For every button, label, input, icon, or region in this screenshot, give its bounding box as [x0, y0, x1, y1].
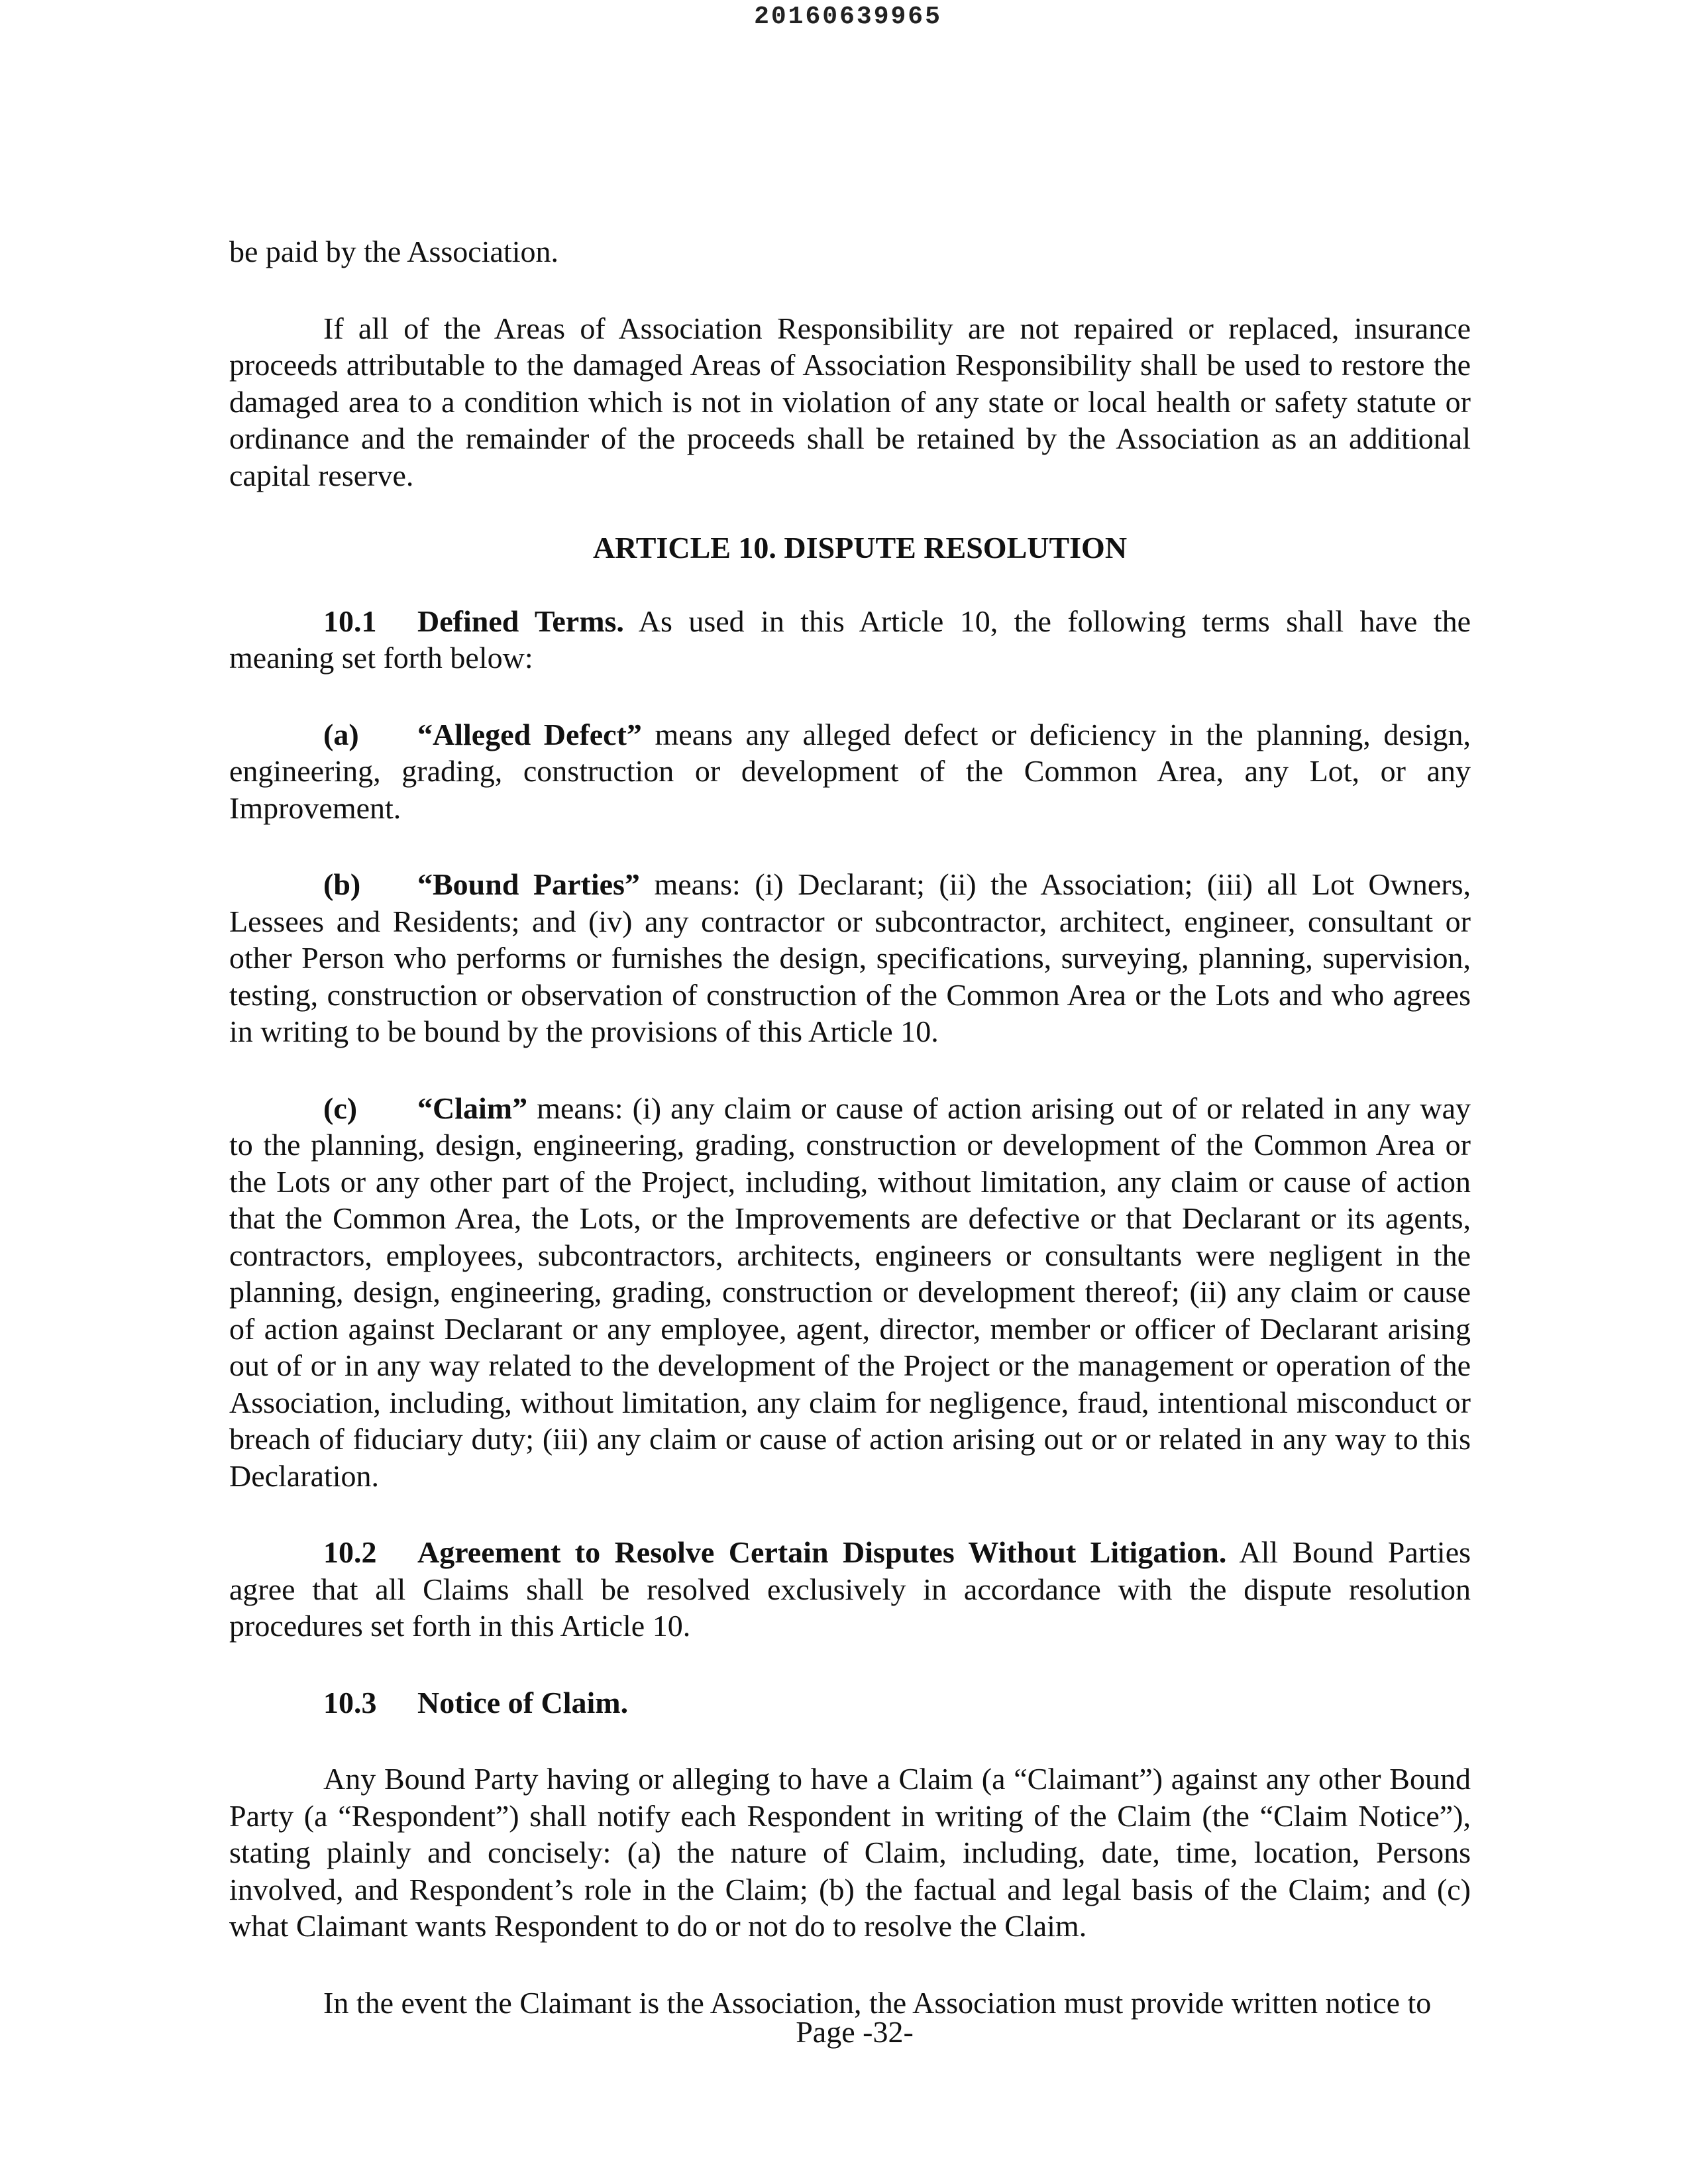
section-text: As used in this Article 10, the following terms shall have the meaning set forth below: — [229, 604, 1471, 675]
section-10-2 — [229, 1534, 1471, 1645]
paragraph-paid-by-association: be paid by the Association. — [229, 235, 558, 268]
article-heading: ARTICLE 10. DISPUTE RESOLUTION — [592, 531, 1128, 565]
definition-term: “Bound Parties” — [417, 867, 640, 901]
paragraph-association-claimant: In the event the Claimant is the Association, the Association must provide written notice to — [323, 1985, 1432, 2020]
definition-alleged-defect — [229, 716, 1471, 827]
section-number: 10.3 — [323, 1685, 377, 1720]
paragraph-areas-of-responsibility: If all of the Areas of Association Responsibility are not repaired or replaced, insurance proceeds attributable to the damaged Areas of Association Responsibility shall be used to restore the damaged area to a condition which is not in violation of any state or local health or safety statute or ordinance and the remainder of the proceeds shall be retained by the Association as an additional capital reserve. — [229, 311, 1471, 492]
definition-text: means: (i) Declarant; (ii) the Association; (iii) all Lot Owners, Lessees and Residents; and (iv) any contractor or subcontractor, architect, engineer, consultant or other Person who performs or furnishes the design, specifications, surveying, planning, supervision, testing, construction or observation of construction of the Common Area or the Lots and who agrees in writing to be bound by the provisions of this Article 10. — [229, 867, 1471, 1048]
definition-claim — [229, 1090, 1471, 1495]
paragraph-claim-notice: Any Bound Party having or alleging to have a Claim (a “Claimant”) against any other Bound Party (a “Respondent”) shall notify each Respondent in writing of the Claim (the “Claim Notice”), stating plainly and concisely: (a) the nature of Claim, including, date, time, location, Persons involved, and Respondent’s role in the Claim; (b) the factual and legal basis of the Claim; and (c) what Claimant wants Respondent to do or not do to resolve the Claim. — [229, 1762, 1471, 1943]
document-number: 20160639965 — [754, 3, 942, 31]
section-title: Notice of Claim. — [417, 1685, 629, 1720]
definition-label: (b) — [323, 867, 361, 901]
section-10-3 — [229, 1684, 1471, 1721]
definition-text: means any alleged defect or deficiency in the planning, design, engineering, grading, construction or development of the Common Area, any Lot, or any Improvement. — [229, 717, 1471, 825]
definition-term: “Claim” — [417, 1091, 528, 1125]
page-number: Page -32- — [796, 2015, 914, 2049]
section-text: All Bound Parties agree that all Claims shall be resolved exclusively in accordance with the dispute resolution procedures set forth in this Article 10. — [229, 1535, 1471, 1643]
definition-bound-parties — [229, 866, 1471, 1050]
section-title: Agreement to Resolve Certain Disputes Without Litigation. — [417, 1535, 1227, 1569]
definition-text: means: (i) any claim or cause of action arising out of or related in any way to the planning, design, engineering, grading, construction or development of the Common Area or the Lots or any other part of the Project, including, without limitation, any claim or cause of action that the Common Area, the Lots, or the Improvements are defective or that Declarant or its agents, contractors, employees, subcontractors, architects, engineers or consultants were negligent in the planning, design, engineering, grading, construction or development thereof; (ii) any claim or cause of action against Declarant or any employee, agent, director, member or officer of Declarant arising out of or in any way related to the development of the Project or the management or operation of the Association, including, without limitation, any claim for negligence, fraud, intentional misconduct or breach of fiduciary duty; (iii) any claim or cause of action arising out or or related in any way to this Declaration. — [229, 1091, 1471, 1493]
definition-label: (c) — [323, 1091, 358, 1125]
section-number: 10.1 — [323, 604, 377, 638]
document-body — [229, 233, 1471, 2021]
definition-label: (a) — [323, 717, 359, 751]
definition-term: “Alleged Defect” — [417, 717, 642, 751]
section-number: 10.2 — [323, 1535, 377, 1569]
section-10-1 — [229, 603, 1471, 677]
section-title: Defined Terms. — [417, 604, 624, 638]
